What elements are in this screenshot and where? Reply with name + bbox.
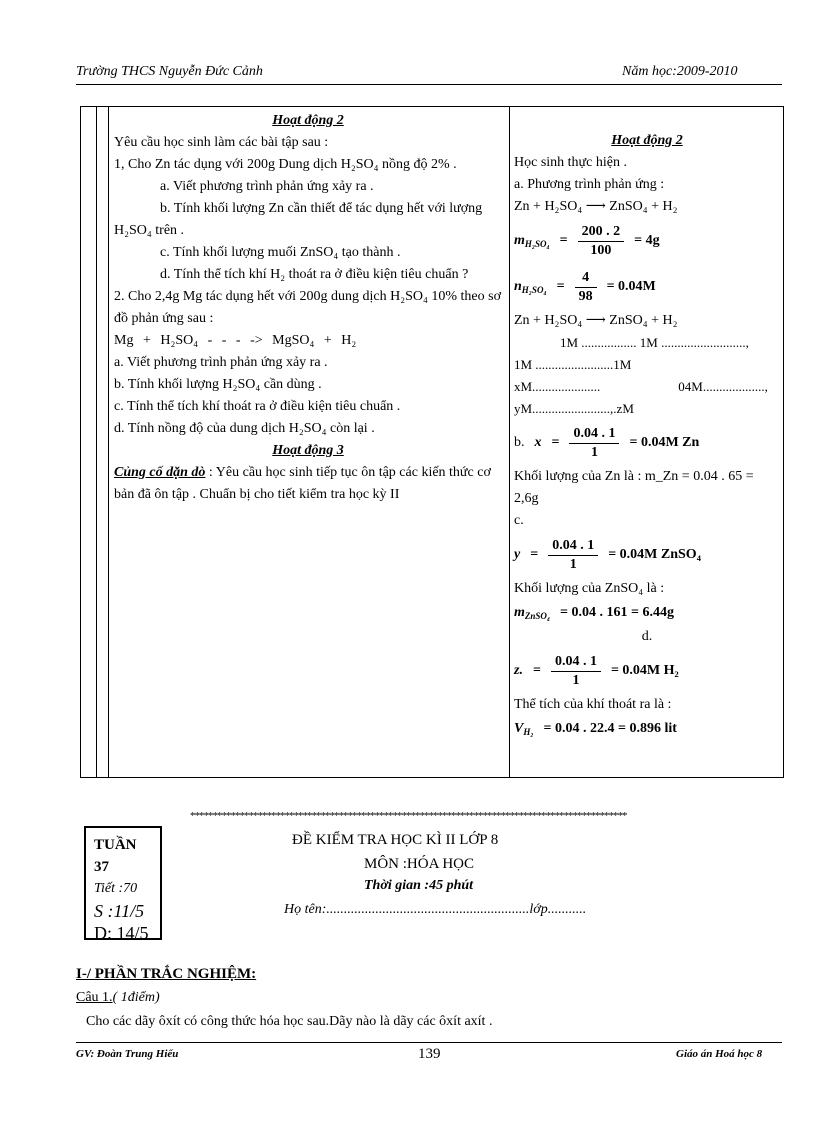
m-denominator: 100 — [590, 242, 612, 258]
exam-subject: MÔN :HÓA HỌC — [364, 856, 475, 872]
m-symbol: m — [514, 233, 525, 248]
question-1-label: Câu 1. — [76, 990, 113, 1005]
page-number: 139 — [418, 1046, 441, 1062]
left-line-3: a. Viết phương trình phản ứng xảy ra . — [160, 179, 374, 194]
section-heading: I-/ PHẦN TRẮC NGHIỆM: — [76, 966, 257, 982]
s-date: S :11/5 — [94, 901, 145, 921]
znso4-mass-equation — [514, 600, 780, 626]
left-activity-title: Hoạt động 2 — [272, 113, 344, 128]
left-line-1: Yêu cầu học sinh làm các bài tập sau : — [114, 135, 329, 150]
d-date: D: 14/5 — [94, 923, 149, 943]
star-separator: ************************************************************************************************* — [190, 810, 627, 822]
left-line-10: b. Tính khối lượng H₂SO₄ cần dùng . — [114, 377, 322, 392]
z-numerator: 0.04 . 1 — [551, 653, 601, 672]
m-subscript: H₂SO₄ — [524, 239, 550, 249]
school-year: Năm học:2009-2010 — [622, 64, 738, 79]
ratio-line-3: xM..................... 04M..................., — [514, 379, 768, 394]
week-label: TUẦN 37 — [94, 837, 137, 875]
right-a-label: a. Phương trình phản ứng : — [514, 177, 665, 192]
left-line-8: Mg + H₂SO₄ - - - -> MgSO₄ + H₂ — [114, 333, 357, 348]
z-variable: z. — [514, 663, 523, 678]
y-numerator: 0.04 . 1 — [548, 537, 598, 556]
right-activity-title: Hoạt động 2 — [611, 133, 683, 148]
question-1-points: ( 1điểm) — [112, 990, 160, 1005]
x-numerator: 0.04 . 1 — [569, 425, 619, 444]
exam-name-line: Họ tên:..........................................................lớp........... — [284, 902, 587, 917]
n-subscript: H₂SO₄ — [521, 285, 547, 295]
b-label: b. — [514, 435, 525, 450]
z-result: = 0.04M H₂ — [610, 663, 679, 678]
consolidate-text: : Yêu cầu học sinh tiếp tục ôn tập các kiến thức cơ bản đã ôn tập . Chuẩn bị cho tiết kiểm tra học kỳ II — [114, 465, 491, 502]
left-line-4: b. Tính khối lượng Zn cần thiết để tác dụng hết với lượng H₂SO₄ trên . — [114, 201, 483, 238]
n-denominator: 98 — [578, 288, 593, 304]
m-numerator: 200 . 2 — [578, 223, 625, 242]
right-column — [514, 130, 780, 742]
left-line-9: a. Viết phương trình phản ứng xảy ra . — [114, 355, 328, 370]
znso4-mol-equation: y = $\frac{0.04 . 1}{1}$ = 0.04M ZnSO₄ — [514, 537, 701, 572]
volume-equation — [514, 716, 780, 742]
x-variable: x — [534, 435, 542, 450]
m2-subscript: ZnSO₄ — [524, 611, 551, 621]
left-activity3-title: Hoạt động 3 — [272, 443, 344, 458]
exam-title: ĐỀ KIỂM TRA HỌC KÌ II LỚP 8 — [292, 832, 499, 848]
teacher-name: GV: Đoàn Trung Hiếu — [76, 1048, 179, 1060]
table-margin-line-2 — [108, 106, 109, 778]
left-line-7: 2. Cho 2,4g Mg tác dụng hết với 200g dung dịch H₂SO₄ 10% theo sơ đồ phản ứng sau : — [114, 289, 501, 326]
book-title: Giáo án Hoá học 8 — [676, 1048, 763, 1060]
mass-h2so4-equation: $m_{H_2SO_4}$ = $\frac{200 . 2}{100}$ = 4g — [514, 223, 660, 258]
y-result: = 0.04M ZnSO₄ — [608, 547, 701, 562]
m-result: = 4g — [634, 233, 660, 248]
v-symbol: V — [514, 721, 524, 736]
zn-mass-text: Khối lượng của Zn là : m_Zn = 0.04 . 65 = 2,6g — [514, 469, 754, 506]
table-column-divider — [509, 106, 510, 778]
consolidate-label: Củng cố dặn dò — [114, 465, 206, 480]
table-margin-line — [96, 106, 97, 778]
left-line-11: c. Tính thể tích khí thoát ra ở điều kiện tiêu chuẩn . — [114, 399, 401, 414]
volume-text: Thể tích của khí thoát ra là : — [514, 697, 672, 712]
y-variable: y — [514, 547, 521, 562]
n-symbol: n — [514, 279, 522, 294]
v-subscript: H₂ — [523, 727, 534, 737]
d-label: d. — [641, 629, 653, 644]
right-intro: Học sinh thực hiện . — [514, 155, 627, 170]
c-label: c. — [514, 513, 524, 528]
n-numerator: 4 — [575, 269, 597, 288]
left-line-2: 1, Cho Zn tác dụng với 200g Dung dịch H₂SO₄ nồng độ 2% . — [114, 157, 457, 172]
header-rule — [76, 84, 782, 85]
znso4-mass-text: Khối lượng của ZnSO₄ là : — [514, 581, 665, 596]
question-1-header — [76, 990, 160, 1006]
x-denominator: 1 — [590, 444, 598, 460]
z-fraction — [551, 653, 601, 690]
footer-rule — [76, 1042, 782, 1043]
v-expression: = 0.04 . 22.4 = 0.896 lit — [543, 721, 677, 736]
h2-mol-equation: z. = $\frac{0.04 . 1}{1}$ = 0.04M H₂ — [514, 653, 679, 688]
ratio-line-4: yM........................,.zM — [514, 401, 634, 416]
ratio-line-1: 1M ................. 1M .........................., — [560, 335, 749, 350]
left-line-12: d. Tính nồng độ của dung dịch H₂SO₄ còn lại . — [114, 421, 375, 436]
reaction-equation-2: Zn + H₂SO₄ ⟶ ZnSO₄ + H₂ — [514, 313, 678, 328]
y-denominator: 1 — [569, 556, 577, 572]
period-label: Tiết :70 — [94, 881, 138, 896]
reaction-equation: Zn + H₂SO₄ ⟶ ZnSO₄ + H₂ — [514, 199, 678, 214]
school-name: Trường THCS Nguyễn Đức Cảnh — [76, 64, 263, 79]
mol-h2so4-equation: $n_{H_2SO_4}$ = $\frac{4}{98}$ = 0.04M — [514, 269, 656, 304]
week-box — [84, 826, 162, 943]
n-fraction — [575, 269, 597, 306]
exam-time: Thời gian :45 phút — [364, 878, 474, 893]
m2-expression: = 0.04 . 161 = 6.44g — [560, 605, 675, 620]
y-fraction — [548, 537, 598, 574]
consolidate-paragraph — [114, 462, 502, 506]
z-denominator: 1 — [572, 672, 580, 688]
ratio-line-2: 1M ........................1M — [514, 357, 632, 372]
question-1-text: Cho các dãy ôxít có công thức hóa học sau.Dãy nào là dãy các ôxít axít . — [86, 1014, 493, 1029]
left-line-6: d. Tính thể tích khí H₂ thoát ra ở điều kiện tiêu chuẩn ? — [160, 267, 469, 282]
x-result: = 0.04M Zn — [629, 435, 700, 450]
x-fraction — [569, 425, 619, 462]
zn-mol-equation: b. x = $\frac{0.04 . 1}{1}$ = 0.04M Zn — [514, 425, 700, 460]
n-result: = 0.04M — [606, 279, 656, 294]
m-fraction — [578, 223, 625, 260]
m2-symbol: m — [514, 605, 525, 620]
left-column — [114, 110, 502, 506]
left-line-5: c. Tính khối lượng muối ZnSO₄ tạo thành . — [160, 245, 401, 260]
